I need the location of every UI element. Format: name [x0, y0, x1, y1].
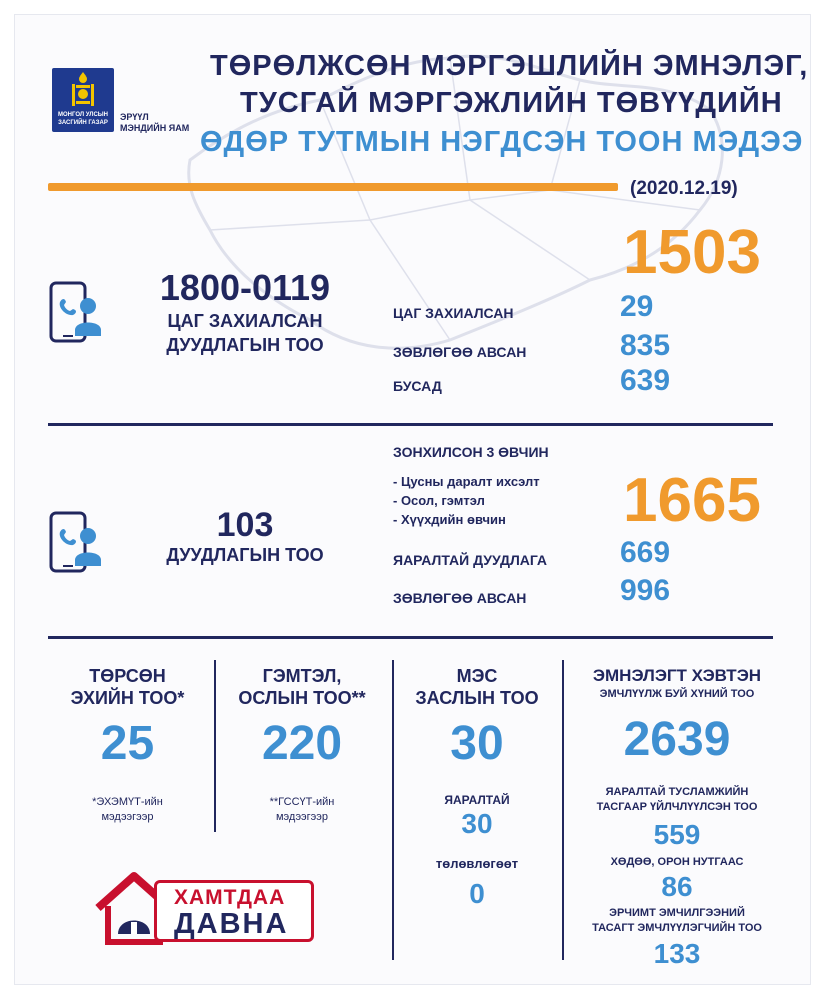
surgery-value: 30	[450, 717, 504, 770]
hospital-icu-label-line2: ТАСАГТ ЭМЧЛҮҮЛЭГЧИЙН ТОО	[592, 922, 762, 934]
title-line2: ТУСГАЙ МЭРГЭЖЛИЙН ТӨВҮҮДИЙН	[240, 87, 783, 119]
soyombo-emblem-icon	[52, 70, 114, 112]
injuries-label-line2: ОСЛЫН ТОО**	[238, 688, 366, 708]
phone-support-icon-2	[48, 510, 102, 576]
hospital-er-label-line2: ТАСГААР ҮЙЛЧЛҮҮЛСЭН ТОО	[596, 801, 758, 813]
births-label-line2: ЭХИЙН ТОО*	[70, 688, 185, 708]
section-divider-2	[48, 636, 773, 639]
focus-disease-item-2: - Осол, гэмтэл	[393, 493, 485, 508]
section1-total: 1503	[623, 218, 761, 287]
campaign-logo	[92, 870, 317, 950]
section1-row2-label: ЗӨВЛӨГӨӨ АВСАН	[393, 344, 527, 360]
section2-row1-value: 669	[620, 536, 671, 569]
hotline-caption-line2: ДУУДЛАГЫН ТОО	[166, 335, 324, 355]
ministry-name-line1: ЭРҮҮЛ	[120, 112, 149, 122]
section1-row2-value: 835	[620, 329, 671, 362]
hospital-label-line2: ЭМЧЛҮҮЛЖ БУЙ ХҮНИЙ ТОО	[599, 688, 755, 700]
hospital-label-line1: ЭМНЭЛЭГТ ХЭВТЭН	[592, 666, 762, 685]
section2-calls-number: 103	[216, 506, 274, 544]
surgery-label-line2: ЗАСЛЫН ТОО	[415, 688, 539, 708]
section1-row3-label: БУСАД	[393, 378, 442, 394]
report-date: (2020.12.19)	[630, 178, 738, 199]
hospital-rural-value: 86	[661, 871, 693, 902]
focus-disease-item-1: - Цусны даралт ихсэлт	[393, 474, 540, 489]
births-value: 25	[100, 717, 155, 770]
section-divider-1	[48, 423, 773, 426]
campaign-line2: ДАВНА	[174, 908, 289, 940]
injuries-label-line1: ГЭМТЭЛ,	[262, 666, 342, 686]
injuries-value: 220	[261, 717, 343, 770]
column-divider-3	[562, 660, 564, 960]
hospital-rural-label: ХӨДӨӨ, ОРОН НУТГААС	[610, 856, 744, 868]
surgery-urgent-label: ЯАРАЛТАЙ	[444, 793, 510, 807]
surgery-label-line1: МЭС	[456, 666, 498, 686]
hospital-icu-label-line1: ЭРЧИМТ ЭМЧИЛГЭЭНИЙ	[609, 907, 745, 919]
surgery-urgent-value: 30	[461, 808, 493, 839]
section1-row3-value: 639	[620, 364, 671, 397]
header-orange-bar	[48, 183, 618, 191]
section2-total: 1665	[623, 466, 761, 535]
hospital-value: 2639	[623, 713, 731, 766]
hospital-er-value: 559	[653, 819, 701, 850]
phone-support-icon	[48, 280, 102, 346]
hotline-caption-line1: ЦАГ ЗАХИАЛСАН	[167, 311, 323, 331]
surgery-planned-value: 0	[469, 878, 485, 909]
births-label-line1: ТӨРСӨН	[89, 666, 166, 686]
hospital-er-label-line1: ЯАРАЛТАЙ ТУСЛАМЖИЙН	[605, 786, 749, 798]
logo-org-line1: МОНГОЛ УЛСЫН	[58, 112, 108, 118]
hospital-icu-value: 133	[653, 938, 701, 969]
section1-row1-label: ЦАГ ЗАХИАЛСАН	[393, 305, 514, 321]
births-note-line2: мэдээгээр	[101, 811, 154, 823]
section2-calls-caption: ДУУДЛАГЫН ТОО	[166, 545, 324, 565]
title-line1: ТӨРӨЛЖСӨН МЭРГЭШЛИЙН ЭМНЭЛЭГ,	[210, 50, 809, 82]
focus-disease-item-3: - Хүүхдийн өвчин	[393, 512, 506, 527]
section2-row2-value: 996	[620, 574, 671, 607]
column-divider-1	[214, 660, 216, 832]
focus-diseases-title: ЗОНХИЛСОН 3 ӨВЧИН	[393, 444, 549, 460]
injuries-note-line2: мэдээгээр	[275, 811, 329, 823]
campaign-line1: ХАМТДАА	[174, 886, 286, 909]
logo-org-line2: ЗАСГИЙН ГАЗАР	[58, 120, 108, 126]
section1-row1-value: 29	[620, 290, 654, 323]
ministry-name-line2: МЭНДИЙН ЯАМ	[120, 123, 190, 133]
births-note-line1: *ЭХЭМҮТ-ийн	[92, 796, 163, 808]
surgery-planned-label: төлөвлөгөөт	[435, 856, 519, 871]
government-logo	[52, 68, 114, 132]
title-line3: ӨДӨР ТУТМЫН НЭГДСЭН ТООН МЭДЭЭ	[200, 126, 804, 158]
hotline-number: 1800-0119	[159, 267, 331, 308]
section2-row1-label: ЯАРАЛТАЙ ДУУДЛАГА	[393, 552, 548, 568]
column-divider-2	[392, 660, 394, 960]
section2-row2-label: ЗӨВЛӨГӨӨ АВСАН	[393, 590, 527, 606]
injuries-note-line1: **ГССҮТ-ийн	[269, 796, 335, 808]
